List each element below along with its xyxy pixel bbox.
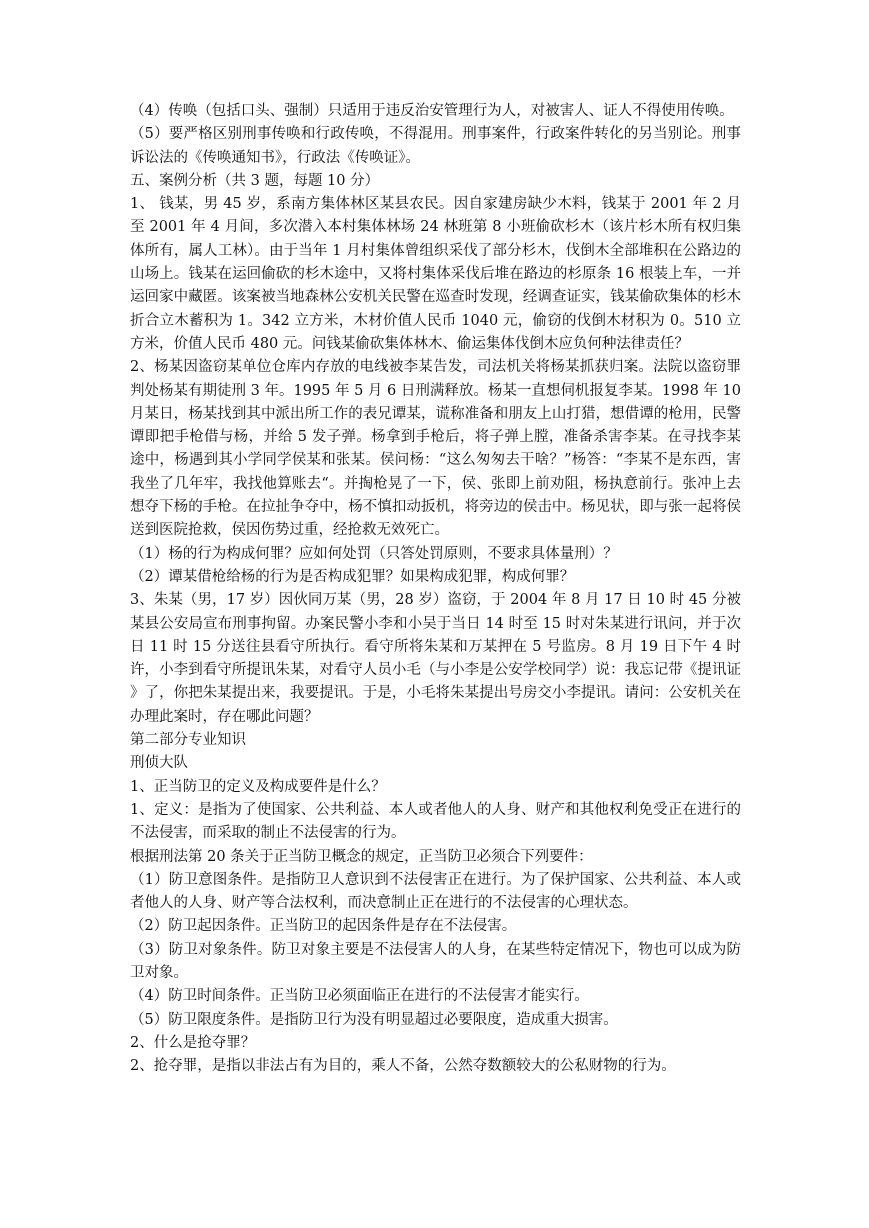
answer-1-condition-5: （5）防卫限度条件。是指防卫行为没有明显超过必要限度，造成重大损害。 [130,1011,618,1028]
case-2-question-2: （2）谭某借枪给杨的行为是否构成犯罪？如果构成犯罪，构成何罪？ [130,568,575,585]
answer-1-definition: 1、定义：是指为了使国家、公共利益、本人或者他人的人身、财产和其他权利免受正在进行的不法侵害，而采取的制止不法侵害的行为。 [130,801,741,842]
answer-1-condition-3: （3）防卫对象条件。防卫对象主要是不法侵害人的人身，在某些特定情况下，物也可以成为防卫对象。 [130,941,741,981]
paragraph-summons-distinction: （5）要严格区别刑事传唤和行政传唤，不得混用。刑事案件，行政案件转化的另当别论。刑事诉讼法的《传唤通知书》，行政法《传唤证》。 [130,126,741,166]
answer-1-condition-1: （1）防卫意图条件。是指防卫人意识到不法侵害正在进行。为了保护国家、公共利益、本人或者他人的人身、财产等合法权利，而决意制止正在进行的不法侵害的心理状态。 [130,871,741,912]
case-3-text: 3、朱某（男，17 岁）因伙同万某（男，28 岁）盗窃，于 2004 年 8 月 17 日 10 时 45 分被某县公安局宣布刑事拘留。办案民警小李和小吴于当日 14 时至 15 时对朱某进行讯问，并于次日 11 时 15 分送往县看守所执行。看守所将朱某和万某押在 5 号监房。8 月 19 日下午 4 时许，小李到看守所提讯朱某，对看守人员小毛（与小李是公安学校同学）说：我忘记带《提讯证》了，你把朱某提出来，我要提讯。于是，小毛将朱某提出号房交小李提讯。请问：公安机关在办理此案时，存在哪此问题？ [130,592,741,725]
part-two-heading: 第二部分专业知识 [130,732,246,749]
case-2-text: 2、杨某因盗窃某单位仓库内存放的电线被李某告发，司法机关将杨某抓获归案。法院以盗窃罪判处杨某有期徒刑 3 年。1995 年 5 月 6 日刑满释放。杨某一直想伺机报复李某。1998 年 10 月某日，杨某找到其中派出所工作的表兄谭某，谎称准备和朋友上山打猎，想借谭的枪用，民警谭即把手枪借与杨，并给 5 发子弹。杨拿到手枪后，将子弹上膛，准备杀害李某。在寻找李某途中，杨遇到其小学同学侯某和张某。侯问杨：“这么匆匆去干啥？”杨答：“李某不是东西，害我坐了几年牢，我找他算账去“。并掏枪晃了一下，侯、张即上前劝阻，杨执意前行。张冲上去想夺下杨的手枪。在拉扯争夺中，杨不慎扣动扳机，将旁边的侯击中。杨见状，即与张一起将侯送到医院抢救，侯因伤势过重，经抢救无效死亡。 [130,359,741,539]
document-page [130,100,741,1078]
paragraph-summons-scope: （4）传唤（包括口头、强制）只适用于违反治安管理行为人，对被害人、证人不得使用传唤。 [130,103,734,119]
answer-1-condition-4: （4）防卫时间条件。正当防卫必须面临正在进行的不法侵害才能实行。 [130,988,589,1005]
answer-1-intro: 根据刑法第 20 条关于正当防卫概念的规定，正当防卫必须合下列要件： [130,848,593,865]
answer-1-condition-2: （2）防卫起因条件。正当防卫的起因条件是存在不法侵害。 [130,918,517,935]
department-heading: 刑侦大队 [130,755,188,772]
question-2: 2、什么是抢夺罪？ [130,1034,256,1051]
answer-2: 2、抢夺罪，是指以非法占有为目的，乘人不备，公然夺数额较大的公私财物的行为。 [130,1058,676,1075]
case-2-question-1: （1）杨的行为构成何罪？应如何处罚（只答处罚原则，不要求具体量刑）？ [130,545,618,562]
case-1-text: 1、 钱某，男 45 岁，系南方集体林区某县农民。因自家建房缺少木料，钱某于 2001 年 2 月至 2001 年 4 月间，多次潜入本村集体林场 24 林班第 8 小班偷砍杉木（该片杉木所有权归集体所有，属人工林）。由于当年 1 月村集体曾组织采伐了部分杉木，伐倒木全部堆积在公路边的山场上。钱某在运回偷砍的杉木途中，又将村集体采伐后堆在路边的杉原条 16 根装上车，一并运回家中藏匿。该案被当地森林公安机关民警在巡查时发现，经调查证实，钱某偷砍集体的杉木折合立木蓄积为 1。342 立方米，木材价值人民币 1040 元，偷窃的伐倒木材积为 0。510 立方米，价值人民币 480 元。问钱某偷砍集体林木、偷运集体伐倒木应负何种法律责任？ [130,196,741,352]
question-1: 1、正当防卫的定义及构成要件是什么？ [130,778,386,795]
section-heading-case-analysis: 五、案例分析（共 3 题，每题 10 分） [130,172,380,189]
